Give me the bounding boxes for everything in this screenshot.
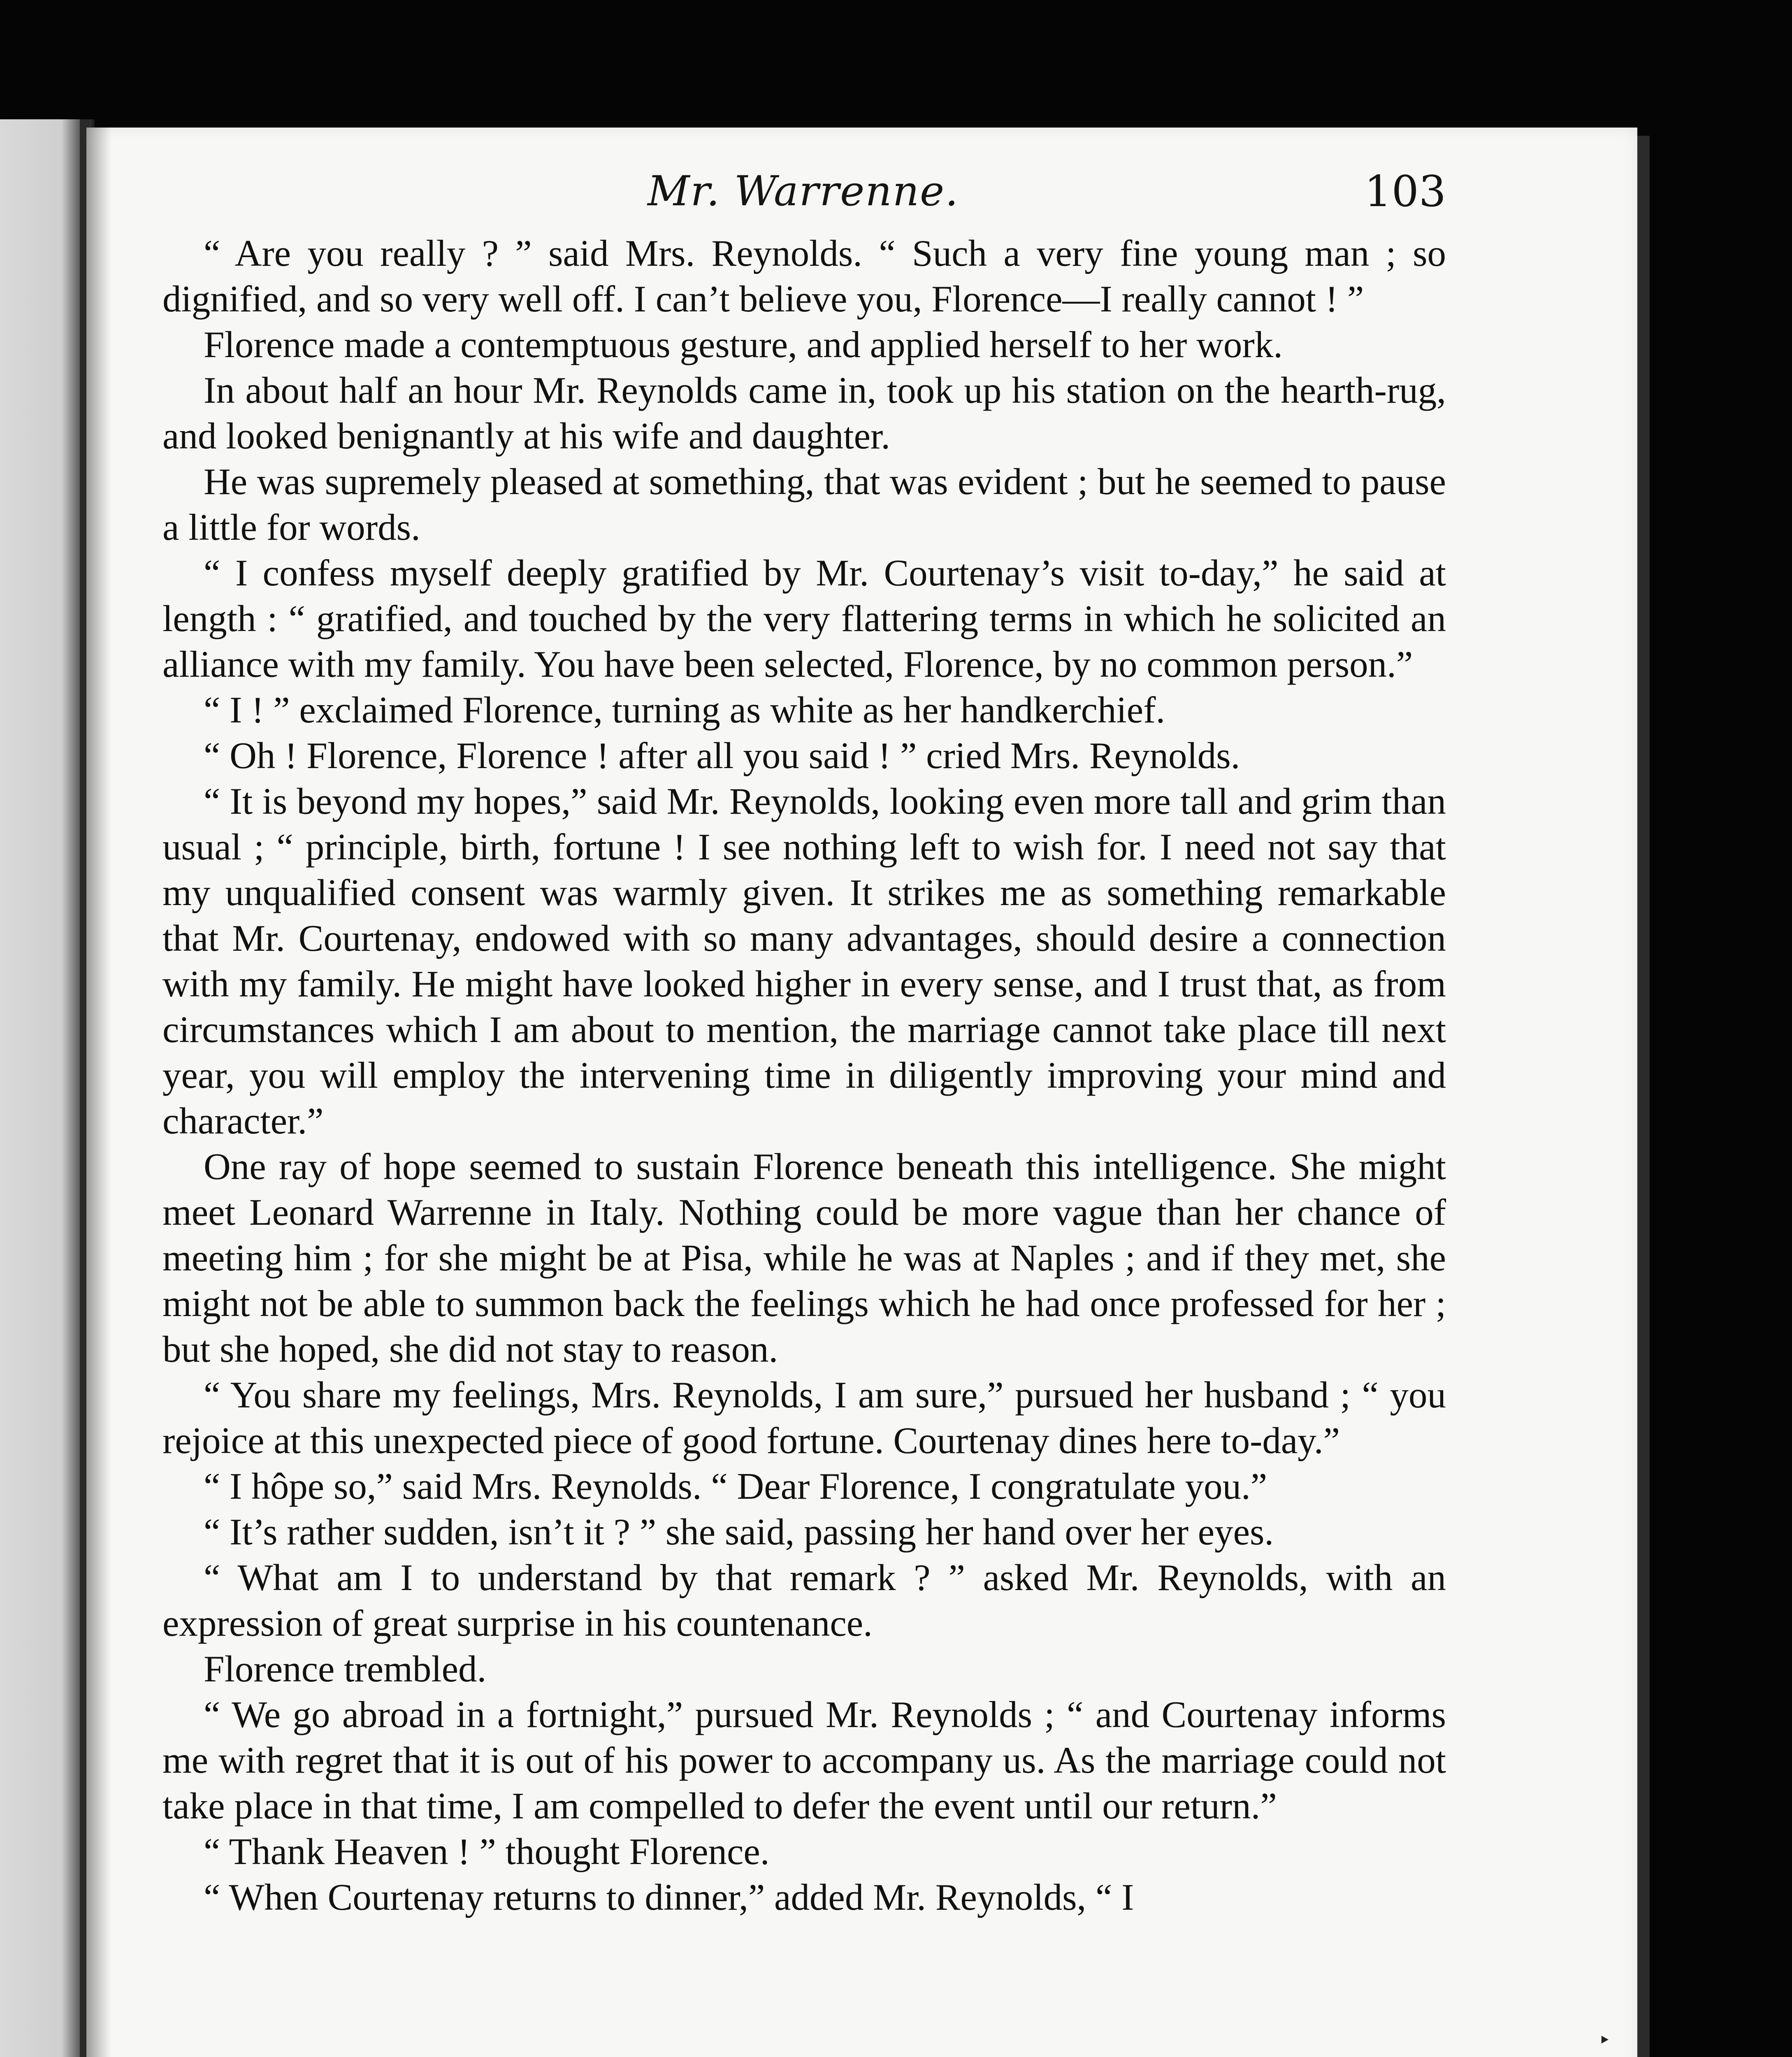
paragraph: “ I ! ” exclaimed Florence, turning as white as her handkerchief. <box>204 689 1165 731</box>
paragraph: “ You share my feelings, Mrs. Reynolds, I am sure,” pursued her husband ; “ you rejoice at this unexpected piece of good fortune. Courtenay dines here to-day.” <box>162 1374 1446 1461</box>
binding-shadow <box>86 128 111 2057</box>
paragraph: “ It’s rather sudden, isn’t it ? ” she said, passing her hand over her eyes. <box>204 1511 1274 1553</box>
page-number: 103 <box>1364 166 1446 216</box>
paragraph: “ When Courtenay returns to dinner,” added Mr. Reynolds, “ I <box>204 1876 1134 1918</box>
paragraph: In about half an hour Mr. Reynolds came in, took up his station on the hearth-rug, and looked benignantly at his wife and daughter. <box>162 369 1446 457</box>
running-title: Mr. Warrenne. <box>647 167 959 215</box>
paragraph: “ Oh ! Florence, Florence ! after all you said ! ” cried Mrs. Reynolds. <box>204 735 1240 776</box>
paragraph: “ It is beyond my hopes,” said Mr. Reynolds, looking even more tall and grim than usual ; “ principle, birth, fortune ! I see nothing left to wish for. I need not say that my unqualified consent was warmly given. It strikes me as something remarkable that Mr. Courtenay, endowed with so many advantages, should desire a connection with my family. He might have looked higher in every sense, and I trust that, as from circumstances which I am about to mention, the marriage cannot take place till next year, you will employ the intervening time in diligently improving your mind and character.” <box>162 780 1446 1142</box>
paragraph: “ Thank Heaven ! ” thought Florence. <box>204 1831 770 1872</box>
paragraph: “ I confess myself deeply gratified by Mr. Courtenay’s visit to-day,” he said at length : “ gratified, and touched by the very flattering terms in which he solicited an alliance with my family. You have been selected, Florence, by no common person.” <box>162 552 1446 685</box>
paragraph: One ray of hope seemed to sustain Florence beneath this intelligence. She might meet Leonard Warrenne in Italy. Nothing could be more vague than her chance of meeting him ; for she might be at Pisa, while he was at Naples ; and if they met, she might not be able to summon back the feelings which he had once professed for her ; but she hoped, she did not stay to reason. <box>162 1146 1446 1370</box>
paragraph: “ Are you really ? ” said Mrs. Reynolds. “ Such a very fine young man ; so dignified, and so very well off. I can’t believe you, Florence—I really cannot ! ” <box>162 232 1446 320</box>
running-head <box>160 160 1446 222</box>
paragraph: “ What am I to understand by that remark ? ” asked Mr. Reynolds, with an expression of great surprise in his countenance. <box>162 1557 1446 1644</box>
paragraph: He was supremely pleased at something, that was evident ; but he seemed to pause a little for words. <box>162 461 1446 548</box>
paragraph: Florence trembled. <box>204 1648 487 1690</box>
paragraph: “ I hôpe so,” said Mrs. Reynolds. “ Dear Florence, I congratulate you.” <box>204 1465 1267 1507</box>
body-text <box>162 230 1446 1920</box>
stray-ink-mark: ‣ <box>1598 2028 1611 2053</box>
paragraph: Florence made a contemptuous gesture, and applied herself to her work. <box>204 324 1283 365</box>
previous-page-edge <box>0 119 95 2057</box>
page-right-edge <box>1637 136 1650 2057</box>
paragraph: “ We go abroad in a fortnight,” pursued Mr. Reynolds ; “ and Courtenay informs me with regret that it is out of his power to accompany us. As the marriage could not take place in that time, I am compelled to defer the event until our return.” <box>162 1694 1446 1827</box>
